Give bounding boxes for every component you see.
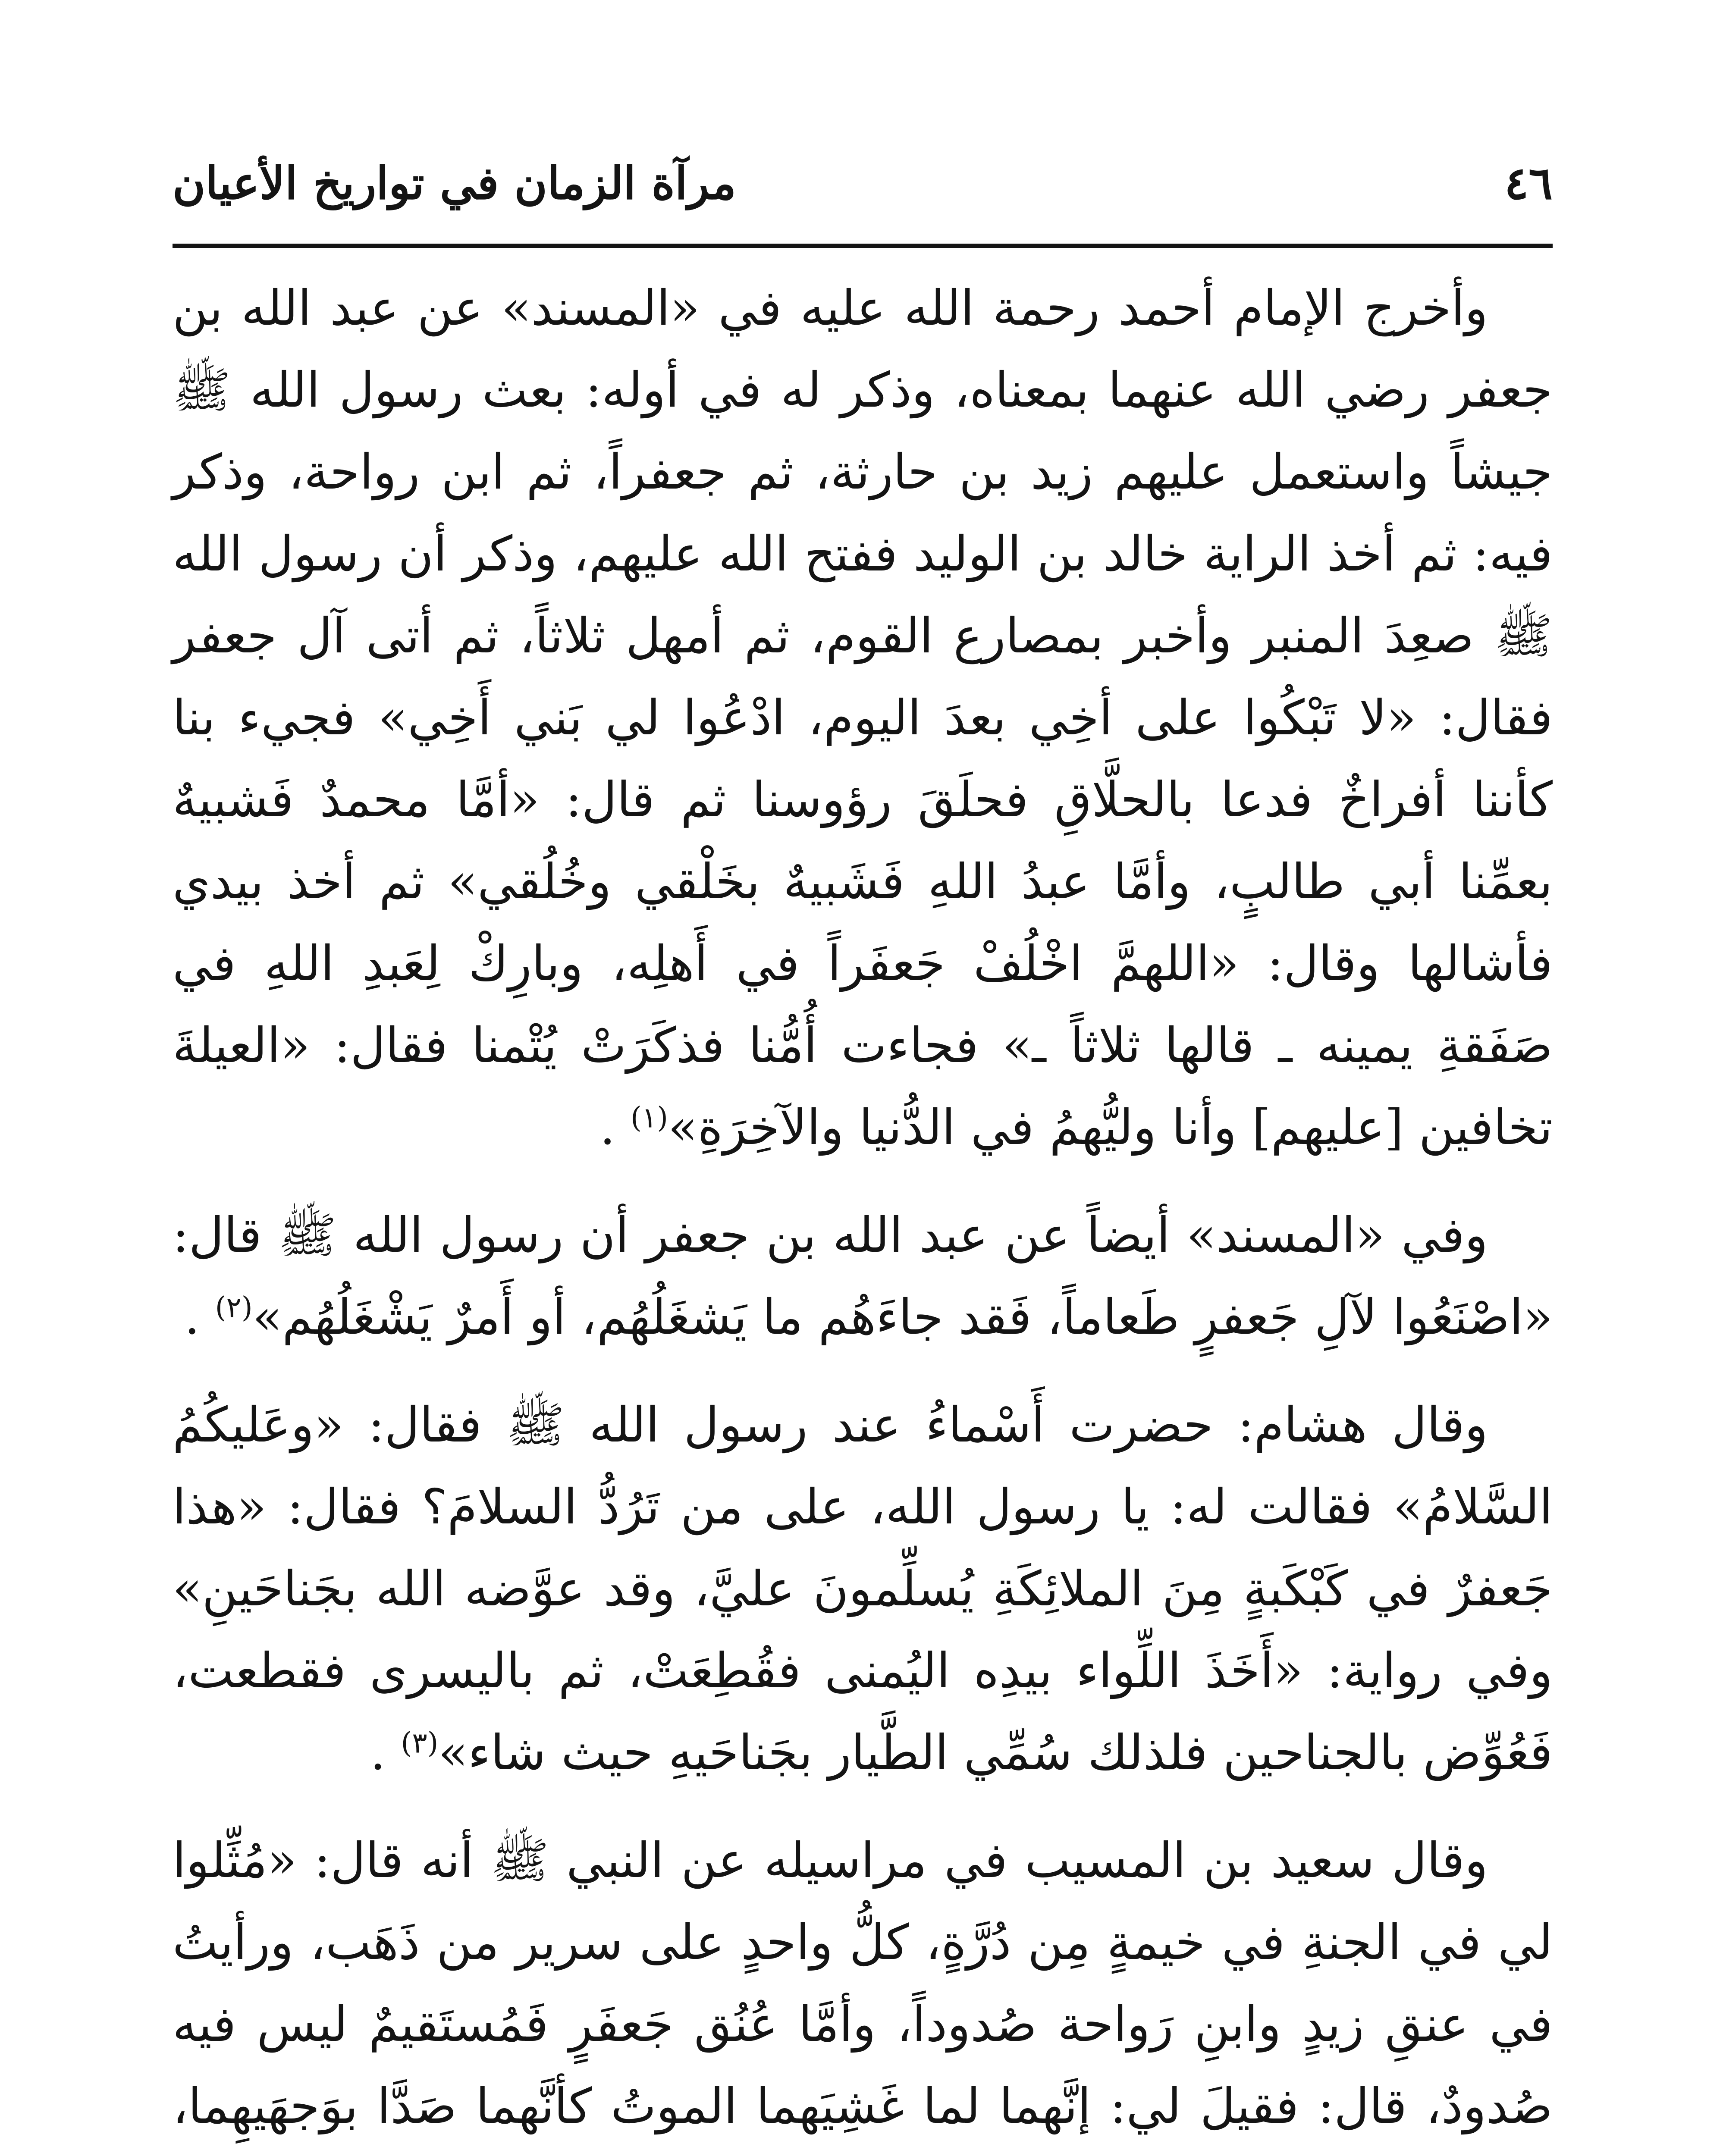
main-text bbox=[173, 267, 1553, 2156]
paragraph-text: وقال هشام: حضرت أَسْماءُ عند رسول الله ﷺ فقال: «وعَليكُمُ السَّلامُ» فقالت له: يا رسول الله، على من تَرُدُّ السلامَ؟ فقال: «هذا جَعفرٌ في كَبْكَبةٍ مِنَ الملائِكَةِ يُسلِّمونَ عليَّ، وقد عوَّضه الله بجَناحَينِ» وفي رواية: «أَخَذَ اللِّواء بيدِه اليُمنى فقُطِعَتْ، ثم باليسرى فقطعت، فَعُوِّض بالجناحين فلذلك سُمِّي الطَّيار بجَناحَيهِ حيث شاء» bbox=[173, 1397, 1553, 1781]
header-rule bbox=[173, 244, 1553, 248]
footnote-ref-3: (٣) bbox=[401, 1726, 439, 1760]
page-number: ٤٦ bbox=[1504, 157, 1553, 210]
paragraph-4 bbox=[173, 1820, 1553, 2156]
paragraph-1: وأخرج الإمام أحمد رحمة الله عليه في «المسند» عن عبد الله بن جعفر رضي الله عنهما بمعناه، وذكر له في أوله: بعث رسول الله ﷺ جيشاً واستعمل عليهم زيد بن حارثة، ثم جعفراً، ثم ابن رواحة، وذكر فيه: ثم أخذ الراية خالد بن الوليد ففتح الله عليهم، وذكر أن رسول الله ﷺ صعِدَ المنبر وأخبر بمصارع القوم، ثم أمهل ثلاثاً، ثم أتى آل جعفر فقال: «لا تَبْكُوا على أخِي بعدَ اليوم، ادْعُوا لي بَني أَخِي» فجيء بنا كأننا أفراخٌ فدعا بالحلَّاقِ فحلَقَ رؤوسنا ثم قال: «أمَّا محمدٌ فَشبيهٌ بعمِّنا أبي طالبٍ، وأمَّا عبدُ اللهِ فَشَبيهٌ بخَلْقي وخُلُقي» ثم أخذ بيدي فأشالها وقال: «اللهمَّ اخْلُفْ جَعفَراً في أَهلِه، وبارِكْ لِعَبدِ اللهِ في صَفَقةِ يمينه ـ قالها ثلاثاً ـ» فجاءت أُمُّنا فذكَرَتْ يُتْمنا فقال: «العيلةَ تخافين [عليهم] وأنا وليُّهمُ في الدُّنيا والآخِرَةِ»$^{(١)}$ . bbox=[173, 280, 1553, 1156]
running-header bbox=[173, 147, 1553, 229]
paragraph-2: وفي «المسند» أيضاً عن عبد الله بن جعفر أن رسول الله ﷺ قال: «اصْنَعُوا لآلِ جَعفرٍ طَعاماً، فَقد جاءَهُم ما يَشغَلُهُم، أو أَمرٌ يَشْغَلُهُم»$^{(٢)}$ . bbox=[173, 1207, 1553, 1345]
paragraph-text: وقال سعيد بن المسيب في مراسيله عن النبي ﷺ أنه قال: «مُثِّلوا لي في الجنةِ في خيمةٍ مِن دُرَّةٍ، كلُّ واحدٍ على سرير من ذَهَب، ورأيتُ في عنقِ زيدٍ وابنِ رَواحة صُدوداً، وأمَّا عُنُق جَعفَرٍ فَمُستَقيمٌ ليس فيه صُدودٌ، قال: فقيلَ لي: إنَّهما لما غَشِيَهما الموتُ كأنَّهما صَدَّا بوَجهَيهِما، bbox=[173, 1833, 1553, 2134]
paragraph-text: وفي «المسند» أيضاً عن عبد الله بن جعفر أن رسول الله ﷺ قال: «اصْنَعُوا لآلِ جَعفرٍ طَعاماً، فَقد جاءَهُم ما يَشغَلُهُم، أو أَمرٌ يَشْغَلُهُم» bbox=[173, 1207, 1553, 1345]
book-title: مرآة الزمان في تواريخ الأعيان bbox=[173, 157, 737, 210]
paragraph-text: وأخرج الإمام أحمد رحمة الله عليه في «المسند» عن عبد الله بن جعفر رضي الله عنهما بمعناه، وذكر له في أوله: بعث رسول الله ﷺ جيشاً واستعمل عليهم زيد بن حارثة، ثم جعفراً، ثم ابن رواحة، وذكر فيه: ثم أخذ الراية خالد بن الوليد ففتح الله عليهم، وذكر أن رسول الله ﷺ صعِدَ المنبر وأخبر بمصارع القوم، ثم أمهل ثلاثاً، ثم أتى آل جعفر فقال: «لا تَبْكُوا على أخِي بعدَ اليوم، ادْعُوا لي بَني أَخِي» فجيء بنا كأننا أفراخٌ فدعا بالحلَّاقِ فحلَقَ رؤوسنا ثم قال: «أمَّا محمدٌ فَشبيهٌ بعمِّنا أبي طالبٍ، وأمَّا عبدُ اللهِ فَشَبيهٌ بخَلْقي وخُلُقي» ثم أخذ بيدي فأشالها وقال: «اللهمَّ اخْلُفْ جَعفَراً في أَهلِه، وبارِكْ لِعَبدِ اللهِ في صَفَقةِ يمينه ـ قالها ثلاثاً ـ» فجاءت أُمُّنا فذكَرَتْ يُتْمنا فقال: «العيلةَ تخافين [عليهم] وأنا وليُّهمُ في الدُّنيا والآخِرَةِ» bbox=[173, 280, 1553, 1156]
footnote-ref-1: (١) bbox=[630, 1101, 668, 1134]
paragraph-3: وقال هشام: حضرت أَسْماءُ عند رسول الله ﷺ فقال: «وعَليكُمُ السَّلامُ» فقالت له: يا رسول الله، على من تَرُدُّ السلامَ؟ فقال: «هذا جَعفرٌ في كَبْكَبةٍ مِنَ الملائِكَةِ يُسلِّمونَ عليَّ، وقد عوَّضه الله بجَناحَينِ» وفي رواية: «أَخَذَ اللِّواء بيدِه اليُمنى فقُطِعَتْ، ثم باليسرى فقطعت، فَعُوِّض بالجناحين فلذلك سُمِّي الطَّيار بجَناحَيهِ حيث شاء»$^{(٣)}$ . bbox=[173, 1397, 1553, 1781]
footnote-ref-2: (٢) bbox=[215, 1291, 253, 1324]
